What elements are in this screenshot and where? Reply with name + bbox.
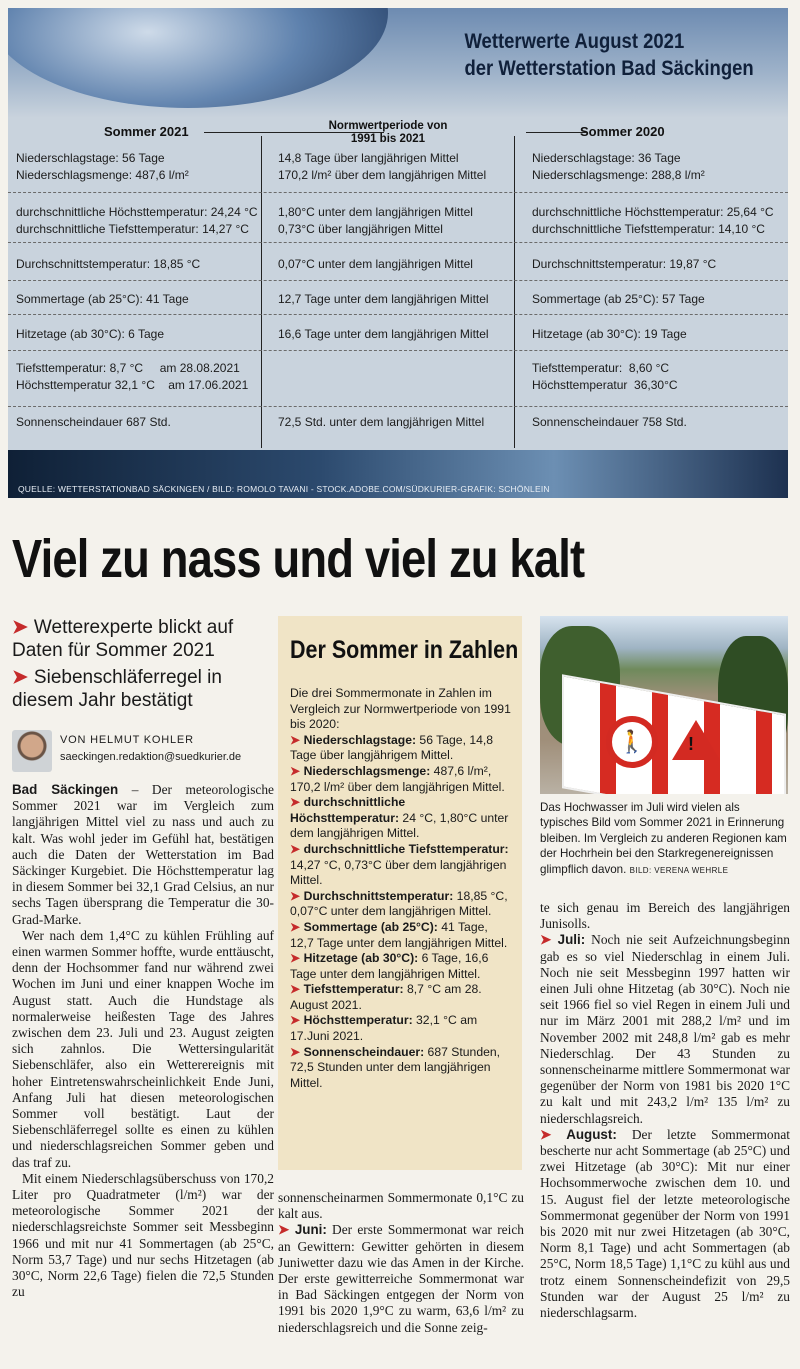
row-divider [8,242,788,243]
facts-item: ➤ Sommertage (ab 25°C): 41 Tage, 12,7 Tage unter dem langjährigen Mittel. [290,919,508,950]
arrow-icon: ➤ [12,667,28,688]
column-divider [261,136,262,448]
row-extremes-2021: Tiefsttemperatur: 8,7 °C am 28.08.2021 Höchsttemperatur 32,1 °C am 17.06.2021 [16,361,249,392]
paragraph-juli: ➤ Juli: Noch nie seit Aufzeichnungsbeginn gab es so viel Niederschlag in einem Juli. Noch nie seit Messbeginn 1997 hatten wir einen Juli ohne Hitzetag (ab 30°C). Noch nie seit 1966 fiel so viel Regen in einem Juli und nur im März 2001 mit 288,2 l/m² und im November 2002 mit 248,8 l/m² gab es mehr Niederschlag. Der 43 Stunden zu sonnenscheinarme mittlere Sommermonat war gegenüber der Norm von 1981 bis 2020 1°C zu kalt und mit 243,2 l/m² 135 l/m² zu niederschlagsreich. [540,932,790,1126]
facts-intro: Die drei Sommermonate in Zahlen im Vergleich zur Normwertperiode von 1991 bis 2020: [290,686,511,732]
warning-icon: ! [672,720,720,760]
subhead-1: ➤ Wetterexperte blickt auf Daten für Sommer 2021 [12,617,234,661]
arrow-icon: ➤ [290,763,304,778]
row-extremes-2020: Tiefsttemperatur: 8,60 °C Höchsttemperatur 36,30°C [532,361,678,392]
row-divider [8,314,788,315]
facts-item: ➤ durchschnittliche Höchsttemperatur: 24 °C, 1,80°C unter dem langjährigen Mittel. [290,795,509,841]
dateline: Bad Säckingen [12,782,119,797]
arrow-icon: ➤ [12,617,28,638]
row-divider [8,406,788,407]
facts-box [278,616,522,1170]
column-header-norm: Normwertperiode von 1991 bis 2021 [328,120,448,145]
column-divider [514,136,515,448]
paragraph: Bad Säckingen – Der meteorologische Sommer 2021 war im Vergleich zum langjährigen Mittel viel zu nass und auch zu kalt. Was wohl jeder im Gefühl hat, bestätigen auch die Daten der Wetterstation im Bad Säckinger Kurgebiet. Die Höchsttemperatur lag in diesem Sommer bei 32,1 Grad Celsius, an nur sechs Tagen übersprang die Temperatur die 30-Grad-Marke. [12,782,274,927]
column-header-2020: Sommer 2020 [580,124,665,139]
facts-item: ➤ Tiefsttemperatur: 8,7 °C am 28. August 2021. [290,982,482,1012]
row-mean-2021: Durchschnittstemperatur: 18,85 °C [16,257,201,271]
row-precip-norm: 14,8 Tage über langjährigen Mittel 170,2 l/m² über dem langjährigen Mittel [278,151,487,182]
column-header-2021: Sommer 2021 [104,124,189,139]
facts-box-body [290,686,512,1091]
author-avatar [12,730,52,772]
paragraph-august: ➤ August: Der letzte Sommermonat bescherte nur acht Sommertage (ab 25°C) und zwei Hitzetage (ab 30°C): Mit nur einer Hochsommerwoche zwischen dem 10. und 15. August fiel der letzte meteorologische Sommermonat gegenüber der Norm von 1991 bis 2020 mit nur zwei Hitzetagen (ab 30°C, Norm 8,1 Tage) und acht Sommertagen (ab 25°C, Norm 18,5 Tage) 1,1°C zu kühl aus und trotz einem Sonnenscheindefizit von 29,5 Stunden war der August 25 l/m² zu niederschlagsarm. [540,1126,790,1321]
arrow-icon: ➤ [540,1126,567,1142]
author-email-link[interactable]: saeckingen.redaktion@suedkurier.de [60,751,242,763]
article-column-3 [540,900,790,1321]
header-rule [204,132,384,133]
arrow-icon: ➤ [290,1013,304,1028]
row-divider [8,192,788,193]
paragraph: sonnenscheinarmen Sommermonate 0,1°C zu kalt aus. [278,1190,524,1222]
arrow-icon: ➤ [290,1044,304,1059]
author-byline: VON HELMUT KOHLER [60,734,194,746]
facts-item: ➤ Höchsttemperatur: 32,1 °C am 17.Juni 2021. [290,1013,478,1044]
no-pedestrians-icon: 🚶 [606,716,658,768]
row-heatdays-2021: Hitzetage (ab 30°C): 6 Tage [16,327,164,341]
facts-item: ➤ durchschnittliche Tiefsttemperatur: 14,27 °C, 0,73°C über dem langjährigen Mittel. [290,841,509,888]
flood-photo [540,616,788,794]
row-precip-2021: Niederschlagstage: 56 Tage Niederschlagsmenge: 487,6 l/m² [16,151,189,182]
row-mean-2020: Durchschnittstemperatur: 19,87 °C [532,257,717,271]
headline: Viel zu nass und viel zu kalt [12,529,585,589]
weather-table-graphic [8,8,788,498]
arrow-icon: ➤ [290,732,304,747]
row-summerdays-2021: Sommertage (ab 25°C): 41 Tage [16,292,189,306]
facts-item: ➤ Hitzetage (ab 30°C): 6 Tage, 16,6 Tage unter dem langjährigen Mittel. [290,951,489,981]
arrow-icon: ➤ [278,1222,295,1238]
header-rule [526,132,586,133]
facts-item: ➤ Sonnenscheindauer: 687 Stunden, 72,5 Stunden unter dem langjährigen Mittel. [290,1044,501,1090]
facts-item: ➤ Niederschlagsmenge: 487,6 l/m², 170,2 l/m² über dem langjährigen Mittel. [290,763,505,794]
row-temp-avg-norm: 1,80°C unter dem langjährigen Mittel 0,73°C über langjährigen Mittel [278,205,473,236]
row-heatdays-2020: Hitzetage (ab 30°C): 19 Tage [532,327,687,341]
photo-caption: Das Hochwasser im Juli wird vielen als typisches Bild vom Sommer 2021 in Erinnerung bleiben. Im Vergleich zu anderen Regionen kam der Hochrhein bei den Starkregenereignissen glimpflich davon. BILD: VERENA WEHRLE [540,801,787,876]
row-sunshine-norm: 72,5 Std. unter dem langjährigen Mittel [278,415,485,429]
row-summerdays-norm: 12,7 Tage unter dem langjährigen Mittel [278,292,489,306]
paragraph: te sich genau im Bereich des langjährigen Junisolls. [540,900,790,932]
row-precip-2020: Niederschlagstage: 36 Tage Niederschlagsmenge: 288,8 l/m² [532,151,705,182]
arrow-icon: ➤ [290,951,304,966]
row-mean-norm: 0,07°C unter dem langjährigen Mittel [278,257,473,271]
row-temp-avg-2021: durchschnittliche Höchsttemperatur: 24,24 °C durchschnittliche Tiefsttemperatur: 14,27 °C [16,205,258,236]
facts-box-title: Der Sommer in Zahlen [290,636,519,664]
weather-title: Wetterwerte August 2021 der Wetterstation Bad Säckingen [464,30,754,80]
row-sunshine-2020: Sonnenscheindauer 758 Std. [532,415,687,429]
paragraph-juni: ➤ Juni: Der erste Sommermonat war reich an Gewittern: Gewitter gehörten in diesem Juniwetter dazu wie das Amen in der Kirche. Der erste gewitterreiche Sommermonat war in Bad Säckingen entgegen der Norm von 1991 bis 2020 1,9°C zu warm, 63,6 l/m² zu niederschlagsreich und die Sonne zeig- [278,1222,524,1335]
graphic-credit: QUELLE: WETTERSTATIONBAD SÄCKINGEN / BILD: ROMOLO TAVANI - STOCK.ADOBE.COM/SÜDKURIER-GRAFIK: SCHÖNLEIN [18,484,550,494]
author-block [12,730,274,774]
paragraph: Wer nach dem 1,4°C zu kühlen Frühling auf einen warmen Sommer hoffte, wurde enttäuscht, denn der Hochsommer fand nur während zwei Wochen im Juni und einer knappen Woche im August statt. Auch die Hundstage als normalerweise heißesten Tage des Jahres zwischen dem 23. Juli und 23. August zeigten sich zahnlos. Die Wettersingularität Siebenschläfer, also ein Wetterereignis mit hoher Eintretenswahrscheinlichkeit Ende Juni, Anfang Juli hat diesen meteorologischen Sommer voll bestätigt. Laut der Siebenschläferregel sollte es einen zu kühlen und niederschlagsreichen Sommer geben und das traf zu. [12,927,274,1170]
row-summerdays-2020: Sommertage (ab 25°C): 57 Tage [532,292,705,306]
facts-item: ➤ Niederschlagstage: 56 Tage, 14,8 Tage über langjährigem Mittel. [290,732,494,763]
row-heatdays-norm: 16,6 Tage unter dem langjährigen Mittel [278,327,489,341]
arrow-icon: ➤ [540,932,558,948]
arrow-icon: ➤ [290,841,304,856]
photo-credit: BILD: VERENA WEHRLE [629,865,729,875]
row-temp-avg-2020: durchschnittliche Höchsttemperatur: 25,64 °C durchschnittliche Tiefsttemperatur: 14,10 °C [532,205,774,236]
paragraph: Mit einem Niederschlagsüberschuss von 170,2 Liter pro Quadratmeter (l/m²) war der meteorologische Sommer 2021 der niederschlagsreichste Sommer seit Messbeginn 1966 und mit nur 41 Sommertagen (ab 25°C, Norm 53,7 Tage) und nur sechs Hitzetagen (ab 30°C, Norm 22,6 Tage) fielen die 72,5 Stunden zu [12,1170,274,1300]
arrow-icon: ➤ [290,888,304,903]
row-divider [8,280,788,281]
row-divider [8,350,788,351]
article-column-1 [12,782,274,1301]
arrow-icon: ➤ [290,919,304,934]
article-column-2 [278,1190,524,1336]
subhead-2: ➤ Siebenschläferregel in diesem Jahr bestätigt [12,667,222,711]
row-sunshine-2021: Sonnenscheindauer 687 Std. [16,415,171,429]
facts-item: ➤ Durchschnittstemperatur: 18,85 °C, 0,07°C unter dem langjährigen Mittel. [290,888,508,919]
arrow-icon: ➤ [290,795,304,810]
arrow-icon: ➤ [290,982,304,997]
